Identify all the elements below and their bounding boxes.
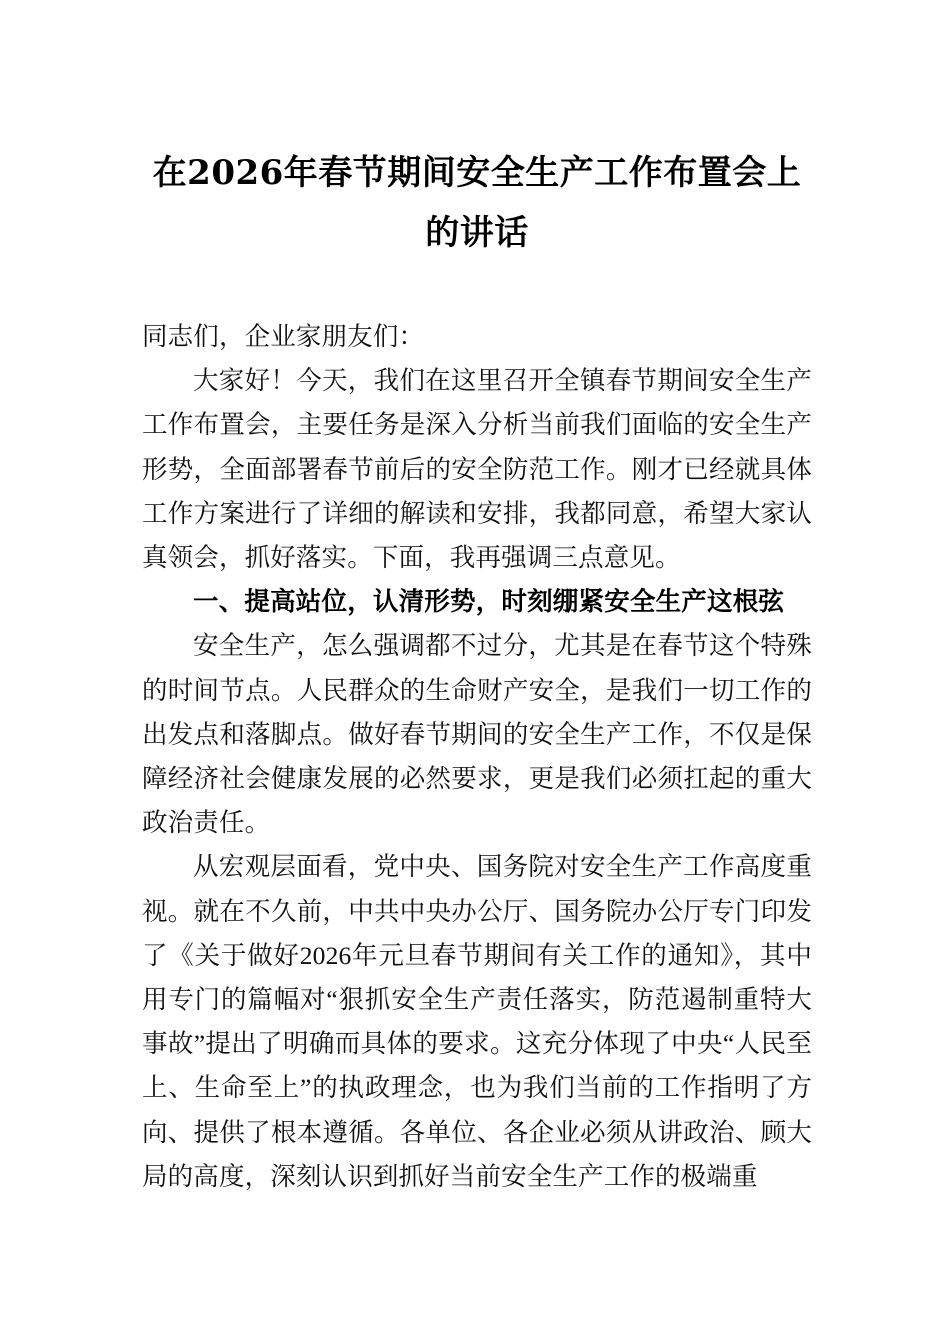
salutation-line: 同志们，企业家朋友们： xyxy=(142,322,425,351)
section-heading-one: 一、提高站位，认清形势，时刻绷紧安全生产这根弦 xyxy=(193,588,785,617)
paragraph-safety-importance: 安全生产，怎么强调都不过分，尤其是在春节这个特殊的时间节点。人民群众的生命财产安全，是我们一切工作的出发点和落脚点。做好春节期间的安全生产工作，不仅是保障经济社会健康发展的必然要求，更是我们必须扛起的重大政治责任。 xyxy=(142,631,812,838)
document-body xyxy=(142,315,812,1199)
document-content xyxy=(142,0,812,1199)
paragraph-opening: 大家好！今天，我们在这里召开全镇春节期间安全生产工作布置会，主要任务是深入分析当前我们面临的安全生产形势，全面部署春节前后的安全防范工作。刚才已经就具体工作方案进行了详细的解读和安排，我都同意，希望大家认真领会，抓好落实。下面，我再强调三点意见。 xyxy=(142,366,812,573)
paragraph-macro-level: 从宏观层面看，党中央、国务院对安全生产工作高度重视。就在不久前，中共中央办公厅、国务院办公厅专门印发了《关于做好2026年元旦春节期间有关工作的通知》，其中用专门的篇幅对“狠抓安全生产责任落实，防范遏制重特大事故”提出了明确而具体的要求。这充分体现了中央“人民至上、生命至上”的执政理念，也为我们当前的工作指明了方向、提供了根本遵循。各单位、各企业必须从讲政治、顾大局的高度，深刻认识到抓好当前安全生产工作的极端重 xyxy=(142,852,812,1191)
page-title: 在2026年春节期间安全生产工作布置会上的讲话 xyxy=(152,153,802,253)
